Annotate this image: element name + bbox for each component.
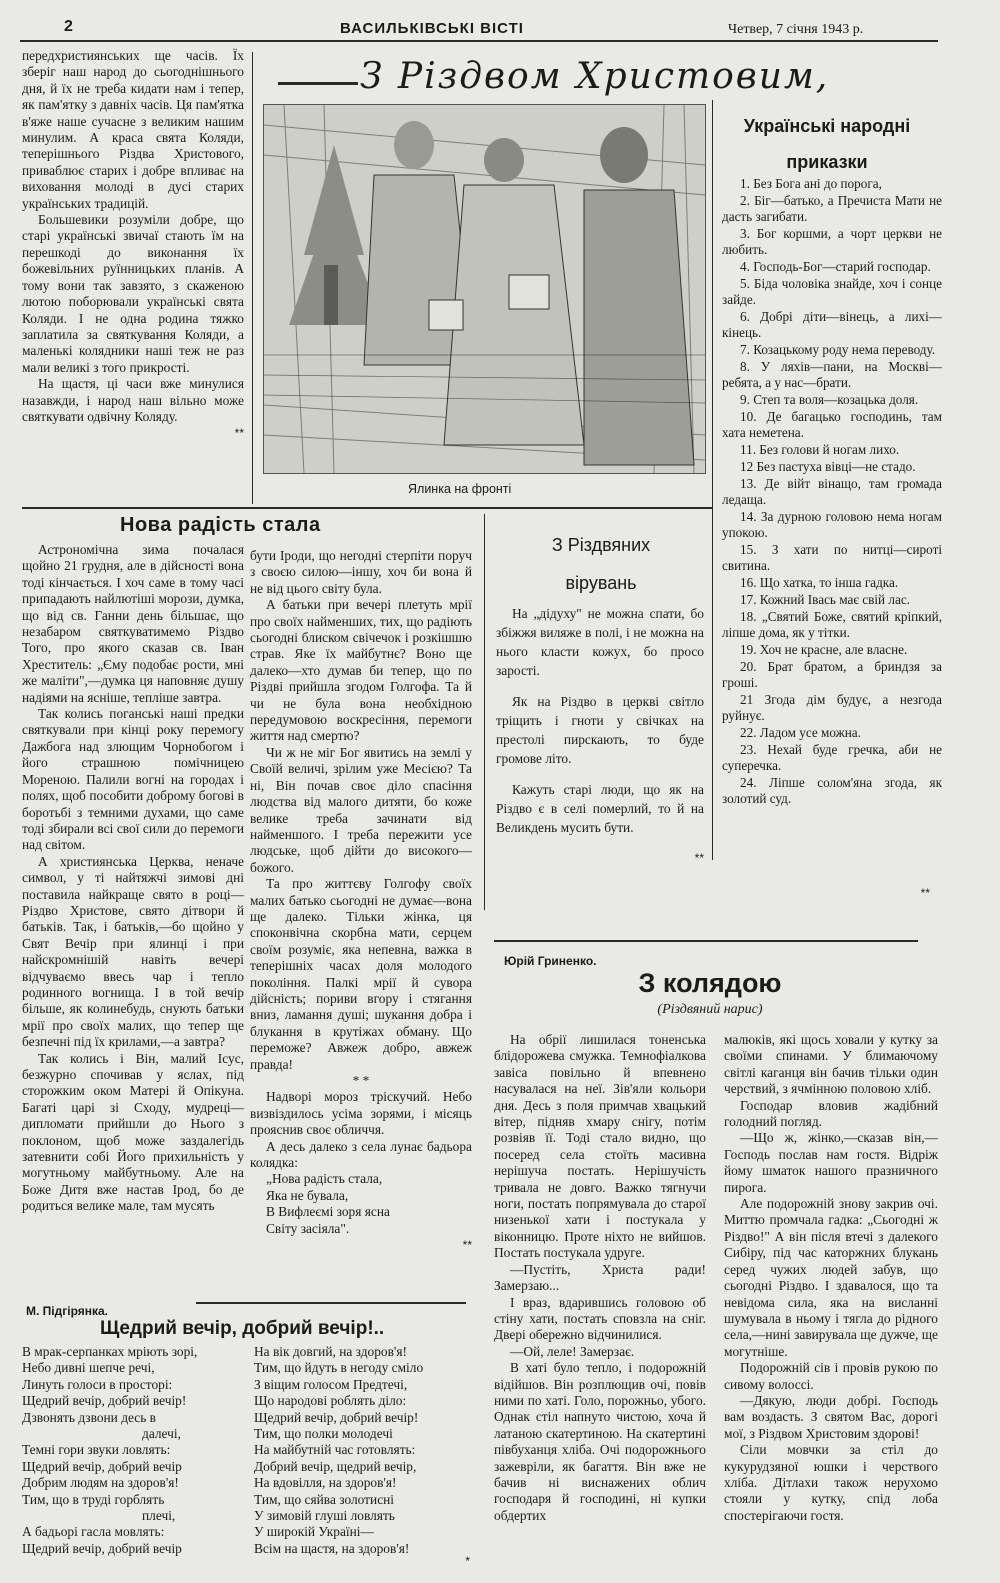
proverb-item: 4. Господь-Бог—старий господар. <box>740 259 931 274</box>
proverb-item: 1. Без Бога ані до порога, <box>740 176 882 191</box>
proverb-item: 19. Хоч не красне, але власне. <box>740 642 908 657</box>
proverb-item: 13. Де війт вінащо, там громада ледаща. <box>722 476 942 507</box>
poem-line: Щедрий вечір, добрий вечір! <box>254 1409 419 1425</box>
rizdviani-title-line: З Різдвяних <box>551 535 651 555</box>
gift-box <box>429 300 463 330</box>
column-rule <box>484 514 485 910</box>
poem-line: Що народові роблять діло: <box>254 1393 407 1409</box>
intro-article <box>22 48 244 442</box>
proverbs-title <box>712 114 942 174</box>
poem-line: На вік довгий, на здоров'я! <box>254 1344 407 1359</box>
nova-radist-paragraph: Надворі мороз тріскучий. Небо визвіздилось усіма зорями, і місяць прояснив своє обличчя. <box>250 1089 472 1138</box>
poem-line: Тим, що полки молодечі <box>254 1426 393 1442</box>
poem-line: На майбутній час готовлять: <box>254 1442 416 1458</box>
proverb-item: 9. Степ та воля—козацька доля. <box>740 392 919 407</box>
proverb-item: 17. Кожний Івась має свій лас. <box>740 592 910 607</box>
koliadoiu-column-a <box>494 1032 706 1524</box>
koliadoiu-paragraph: На обрії лишилася тоненська блідорожева смужка. Темнофіалкова завіса повільно й впевнено насувалася на неї. Зів'яли кольори дня. Десь з поля примчав хвацький вітер, підняв хмару снігу, потім розвіяв її. Тоді стало видно, що посеред села стоїть масивна нерішуча постать. Нерішучість тривала не довго. Важко тягнучи ноги, постать попрямувала до старої низенької хати і постукала у віконницю. Проте ніхто не вийшов. Постать постукала удруге. <box>494 1032 706 1261</box>
column-rule <box>712 100 713 860</box>
intro-paragraph: Большевики розуміли добре, що старі українські звичаї стають їм на перешкоді до виконання їх божевільних руїнницьких планів. А тому вони так завзято, з скаженою лютою поборювали українські свята Коляди. І не одна родина тяжко заплатила за святкування Коляди, а маленькі колядники наші теж не раз мали великі з того прикрості. <box>22 212 244 375</box>
intro-signature: ** <box>234 426 244 441</box>
nova-radist-paragraph: А християнська Церква, неначе символ, у ті найтяжчі зимові дні поставила найкраще свято в році—Різдво Христове, свято дітвори й батьків. Так, і батьків,—бо щойно у Свят Вечір при ялинці і при найскромнішій навіть вечері відчуваємо ввесь чар і тепло родинного вогнища. І в той вечір більше, як колинебудь, снують батьки мрії про своїх малих, що тепер ще безпечні під їх крилами,—а завтра? <box>22 853 244 1050</box>
proverb-item: 21 Згода дім будує, а незгода руйнує. <box>722 692 942 723</box>
proverb-item: 23. Нехай буде гречка, аби не суперечка. <box>722 742 942 773</box>
front-christmas-tree-illustration <box>263 104 706 474</box>
poem-line: Темні гори звуки ловлять: <box>22 1442 171 1458</box>
rizdviani-paragraph: На „дідуху" не можна спати, бо збіжжя виляже в полі, і не можна на нього класти кожух, бо просо зарості. <box>496 606 704 678</box>
poem-line: А бадьорі гасла мовлять: <box>22 1524 165 1540</box>
section-rule <box>196 1302 466 1304</box>
column-rule <box>252 52 253 504</box>
paper-name: ВАСИЛЬКІВСЬКІ ВІСТІ <box>340 20 524 37</box>
nova-radist-paragraph: бути Іроди, що негодні стерпіти поруч з своєю силою—іншу, хоч би вона й не від цього світу була. <box>250 548 472 596</box>
koliadoiu-paragraph: —Що ж, жінко,—сказав він,—Господь послав нам гостя. Відріж йому шматок нашого празничного пирога. <box>724 1130 938 1195</box>
nova-radist-column-a <box>22 542 244 1215</box>
verse-line: Світу засіяла". <box>266 1220 350 1236</box>
poem-line: Тим, що в труді горблять <box>22 1491 165 1507</box>
shchedryi-column-a <box>22 1344 246 1557</box>
koliadoiu-paragraph: —Пустіть, Христа ради! Замерзаю... <box>494 1261 706 1294</box>
proverb-item: 24. Ліпше солом'яна згода, як золотий суд. <box>722 775 942 806</box>
proverb-item: 5. Біда чоловіка знайде, хоч і сонце зайде. <box>722 276 942 307</box>
poem-line: Небо дивні шепче речі, <box>22 1360 155 1376</box>
proverb-item: 14. За дурною головою нема ногам упокою. <box>722 509 942 540</box>
poem-line: Дзвонять дзвони десь в <box>22 1409 156 1425</box>
rizdviani-title <box>492 534 710 594</box>
koliadoiu-paragraph: малюків, які щось ховали у кутку за своїми спинами. У блимаючому світлі каганця він бачив тільки один черствий, з ячмінною половою хліб. <box>724 1032 938 1097</box>
poem-line: Щедрий вечір, добрий вечір! <box>22 1393 187 1409</box>
koliadoiu-paragraph: Господар вловив жадібний голодний погляд. <box>724 1097 938 1130</box>
poem-line: У широкій Україні— <box>254 1524 374 1540</box>
proverbs-title-line: приказки <box>786 152 868 172</box>
poem-line: У зимовій глуші ловлять <box>254 1508 395 1524</box>
proverb-item: 6. Добрі діти—вінець, а лихі—кінець. <box>722 309 942 340</box>
proverb-item: 12 Без пастуха вівці—не стадо. <box>740 459 916 474</box>
soldier-head-3 <box>600 127 648 183</box>
koliadoiu-paragraph: Але подорожній знову закрив очі. Миттю промчала гадка: „Сьогодні ж Різдво!" А він після втечі з далекого Сибіру, під час каторжних блукань серед чужих людей забув, що сьогодні Різдво. І здавалося, що та невідома сила, яка на висланні шумувала в ньому і тягла до рідного села,—нині завирувала ще дужче, ще могутніше. <box>724 1196 938 1359</box>
soldier-head-2 <box>484 138 524 182</box>
proverb-item: 20. Брат братом, а бриндзя за гроші. <box>722 659 942 690</box>
nova-radist-paragraph: А десь далеко з села лунає бадьора колядка: <box>250 1138 472 1171</box>
poem-line: На вдовілля, на здоров'я! <box>254 1475 397 1491</box>
verse-line: Яка не бувала, <box>266 1187 349 1203</box>
verse-line: В Вифлеємі зоря ясна <box>266 1204 390 1220</box>
shchedryi-column-b <box>254 1344 476 1557</box>
section-rule <box>494 940 918 942</box>
illustration-drawing <box>264 105 705 473</box>
rizdviani-paragraph: Як на Різдво в церкві світло тріщить і гноти у свічках на престолі пирскають, то буде громове літо. <box>496 694 704 766</box>
nova-radist-title: Нова радість стала <box>120 514 321 536</box>
issue-date: Четвер, 7 січня 1943 р. <box>728 22 864 37</box>
nova-radist-stars: * * <box>352 1073 370 1088</box>
rizdviani-paragraph: Кажуть старі люди, що як на Різдво є в селі померлий, то й на Великдень мусить бути. <box>496 782 704 835</box>
koliadoiu-subtitle: (Різдвяний нарис) <box>657 1002 763 1017</box>
nova-radist-paragraph: Так колись поганські наші предки святкували при кінці року перемогу Дажбога над злющим Чорнобогом і його страшною помічницею Мореною. Палили вогні на городах і полях, щоб пособити доброму богові в боротьбі з темними духами, що саме тоді збирали всі свої сили до перемоги над світом. <box>22 706 244 853</box>
gift-box <box>509 275 549 309</box>
shchedryi-author: М. Підгірянка. <box>26 1304 109 1318</box>
nova-radist-paragraph: Та про життєву Голгофу своїх малих батько сьогодні не думає—вона ще далеко. Тільки жінка, ця споконвічна скорбна мати, серцем своїм розуміє, яка непевна, важка в теперішніх часах доля молодого покоління. Палкі мрії й сувора дійсність; пориви вгору і стягання вниз, ламання душі; шукання добра і блукання в крутіжах обману. Що переможе? Авжеж добро, авжеж правда! <box>250 876 472 1072</box>
shchedryi-signature: * <box>465 1554 470 1568</box>
proverbs-signature: ** <box>920 886 930 900</box>
poem-line: далечі, <box>142 1426 181 1442</box>
poem-line: Щедрий вечір, добрий вечір <box>22 1458 182 1474</box>
koliadoiu-title: З колядою <box>638 968 782 998</box>
nova-radist-signature: ** <box>462 1238 472 1253</box>
koliadoiu-paragraph: В хаті було тепло, і подорожній відійшов. Він розплющив очі, повів ними по хаті. Голо, порожньо, убого. Однак стіл напнуто чистою, хоча й латаною скатертиною. На скатертині півбуханця хліба. Очі подорожнього зажевріли, як багаття. Він вже не бачив ні виснажених облич господаря й господині, ні купки обдертих <box>494 1360 706 1523</box>
illustration-caption: Ялинка на фронті <box>408 482 512 496</box>
proverb-item: 15. З хати по нитці—сироті свитина. <box>722 542 942 573</box>
nova-radist-column-b <box>250 548 472 1253</box>
nova-radist-paragraph: А батьки при вечері плетуть мрії про своїх найменших, тих, що радіють сьогодні блиском свічечок і розкішшю страв. Яке їх майбутнє? Воно ще далеко—хто думав би тепер, що по Різдві прийшла згодом Голгофа. Та й чи не була вона необхідною передумовою воскресіння, перемоги життя над смертю? <box>250 597 472 744</box>
masthead-rule <box>20 40 938 42</box>
nova-radist-paragraph: Чи ж не міг Бог явитись на землі у Своїй величі, зрілим уже Месією? Та ні, Він почав своє діло спасіння людства від малого дитяти, бо коже велике треба зачинати від найменшого. І треба пережити усе людське, щоб дійти до високого—божого. <box>250 744 472 875</box>
proverb-item: 11. Без голови й ногам лихо. <box>740 442 900 457</box>
verse-line: „Нова радість стала, <box>266 1171 383 1187</box>
soldier-head-1 <box>394 121 434 169</box>
proverb-item: 10. Де багацько господинь, там хата неметена. <box>722 409 942 440</box>
bottle-shape <box>324 265 338 325</box>
koliadoiu-paragraph: І враз, вдарившись головою об стіну хати, постать сповзла на сніг. Двері обережно відчинилися. <box>494 1294 706 1343</box>
proverbs-title-line: Українські народні <box>743 116 911 136</box>
banner-title: З Різдвом Христовим, <box>360 56 830 97</box>
poem-line: Добрим людям на здоров'я! <box>22 1475 179 1491</box>
rizdviani-text <box>496 604 704 868</box>
rizdviani-title-line: вірувань <box>565 573 637 593</box>
koliadoiu-paragraph: Подорожній сів і провів рукою по сивому волоссі. <box>724 1360 938 1392</box>
poem-line: Тим, що сяйва золотисні <box>254 1491 395 1507</box>
poem-line: З віщим голосом Предтечі, <box>254 1376 408 1392</box>
koliadoiu-paragraph: —Дякую, люди добрі. Господь вам воздасть. З святом Вас, дорогі мої, з Різдвом Христовим здорові! <box>724 1392 938 1441</box>
koliadoiu-column-b <box>724 1032 938 1524</box>
section-rule <box>22 507 712 509</box>
koliadoiu-paragraph: —Ой, леле! Замерзає. <box>510 1343 635 1359</box>
poem-line: плечі, <box>142 1508 176 1524</box>
koliadoiu-paragraph: Сіли мовчки за стіл до кукурудзяної юшки і черствого хліба. Дітлахи також нерухомо стояли у кутку, спід лоба спостерігаючи гостя. <box>724 1442 938 1523</box>
intro-paragraph: На щастя, ці часи вже минулися назавжди, і народ наш вільно може святкувати одвічну Коляду. <box>22 376 244 424</box>
nova-radist-paragraph: Так колись і Він, малий Ісус, безжурно спочивав у яслах, під сторожким оком Матері й Опікуна. Багаті царі зі Сходу, мудреці—дипломати прийшли до Нього з поклоном, щоб може заздалегідь затевнити собі Його прихильність у могутньому майбутньому. Але на Боже Дитя вже настав Ірод, бо де родиться велике мале, там мусять <box>22 1050 244 1214</box>
proverb-item: 8. У ляхів—пани, на Москві—ребята, а у нас—брати. <box>722 359 942 390</box>
poem-line: В мрак-серпанках мріють зорі, <box>22 1344 198 1359</box>
page-number: 2 <box>64 18 73 35</box>
poem-line: Щедрий вечір, добрий вечір <box>22 1540 182 1556</box>
intro-paragraph: передхристиянських ще часів. Їх зберіг наш народ до сьогоднішнього дня, й їх не треба кидати нам і тепер, як пам'ятку з давніх часів. Ця пам'ятка в'яже наше сучасне з великим нашим минулим. А краса свята Коляди, теперішнього Різдва Христового, приваблює старих і добре впливає на виховання молоді в дусі старих українських традицій. <box>22 48 244 211</box>
proverb-item: 2. Біг—батько, а Пречиста Мати не дасть загибати. <box>722 193 942 224</box>
poem-line: Добрий вечір, щедрий вечір, <box>254 1458 417 1474</box>
koliadoiu-author: Юрій Гриненко. <box>504 954 597 968</box>
nova-radist-paragraph: Астрономічна зима почалася щойно 21 грудня, але в дійсності вона тоді кінчається. І хоч саме в тому часі припадають найлютіші морози, думка, що від св. Ганни день більшає, що незабаром святкуватимемо Різдво Того, про якого сказав св. Іван Хреститель: „Єму подобає рости, мні же маліти",—думка ця наповняє душу надіями на ясніше, тепліше завтра. <box>22 542 244 705</box>
shchedryi-title: Щедрий вечір, добрий вечір!.. <box>100 1318 385 1339</box>
nova-radist-verse <box>250 1171 472 1237</box>
poem-line: Тим, що йдуть в негоду сміло <box>254 1360 424 1376</box>
proverbs-list <box>722 176 942 808</box>
proverb-item: 18. „Святий Боже, святий кріпкий, ліпше дома, як у тітки. <box>722 609 942 640</box>
poem-line: Всім на щастя, на здоров'я! <box>254 1540 410 1556</box>
proverb-item: 7. Козацькому роду нема переводу. <box>740 342 936 357</box>
banner-dash <box>278 82 358 85</box>
proverb-item: 22. Ладом усе можна. <box>740 725 861 740</box>
rizdviani-signature: ** <box>694 851 704 865</box>
proverb-item: 3. Бог коршми, а чорт церкви не любить. <box>722 226 942 257</box>
proverb-item: 16. Що хатка, то інша гадка. <box>740 575 899 590</box>
poem-line: Линуть голоси в просторі: <box>22 1376 173 1392</box>
